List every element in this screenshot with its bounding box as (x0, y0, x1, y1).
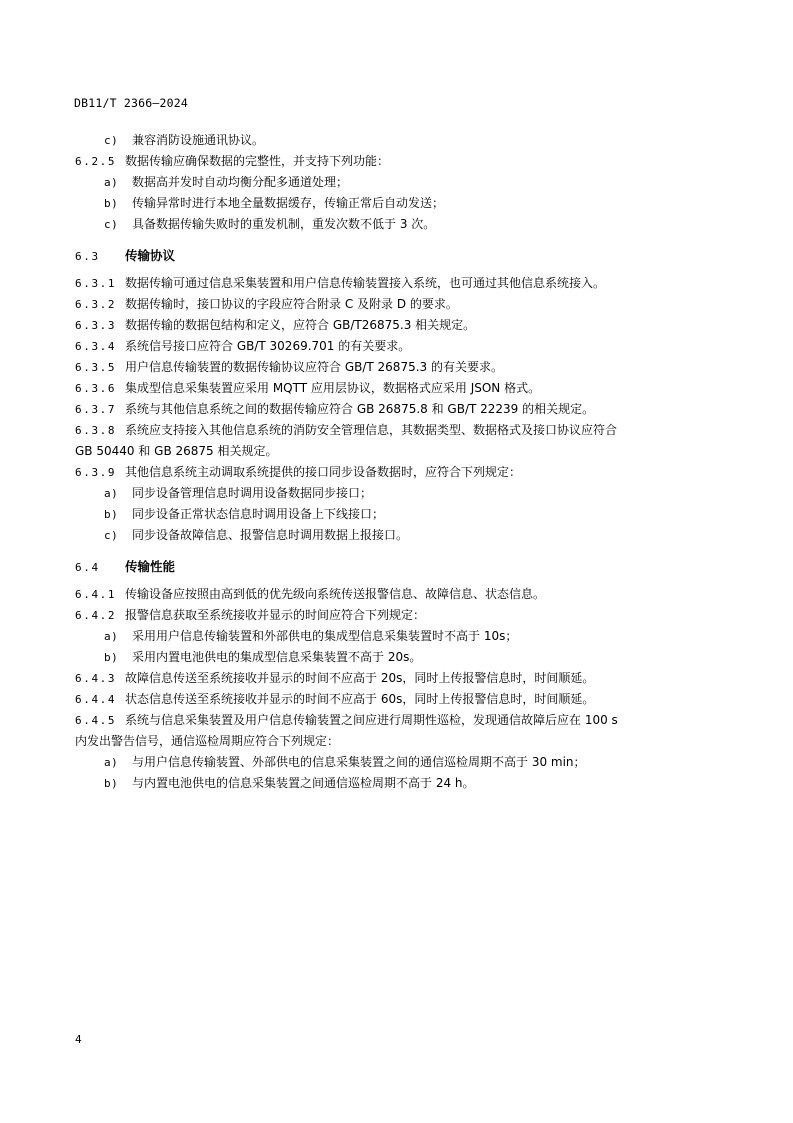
clause-item (75, 273, 727, 294)
clause-text: 报警信息获取至系统接收并显示的时间应符合下列规定： (125, 608, 426, 622)
clause-number: 6.4.4 (75, 693, 117, 706)
clause-text: 系统信号接口应符合 GB/T 30269.701 的有关要求。 (125, 339, 411, 353)
clause-text: 集成型信息采集装置应采用 MQTT 应用层协议，数据格式应采用 JSON 格式。 (125, 381, 541, 395)
clause-item (75, 336, 727, 357)
clause-number: c) (104, 218, 119, 231)
clause-item (75, 399, 727, 420)
clause-number: 6.4.1 (75, 588, 117, 601)
clause-number: 6.3.9 (75, 466, 117, 479)
clause-text: 故障信息传送至系统接收并显示的时间不应高于 20s，同时上传报警信息时，时间顺延。 (125, 671, 595, 685)
list-item (75, 172, 727, 193)
list-item (75, 214, 727, 235)
clause-continuation (75, 731, 727, 752)
clause-text: 数据传输的数据包结构和定义，应符合 GB/T26875.3 相关规定。 (125, 318, 476, 332)
clause-item (75, 605, 727, 626)
clause-item (75, 378, 727, 399)
clause-number: 6.4.2 (75, 609, 117, 622)
clause-number: c) (104, 134, 119, 147)
document-header: DB11/T 2366—2024 (74, 96, 188, 110)
clause-number: 6.3.7 (75, 403, 117, 416)
clause-number: 6.3.1 (75, 277, 117, 290)
list-item (75, 626, 727, 647)
list-item (75, 504, 727, 525)
clause-text: 与用户信息传输装置、外部供电的信息采集装置之间的通信巡检周期不高于 30 min； (132, 755, 586, 769)
clause-text: 传输设备应按照由高到低的优先级向系统传送报警信息、故障信息、状态信息。 (125, 587, 546, 601)
clause-text: 与内置电池供电的信息采集装置之间通信巡检周期不高于 24 h。 (132, 776, 475, 790)
clause-text: 系统与其他信息系统之间的数据传输应符合 GB 26875.8 和 GB/T 22239 的相关规定。 (125, 402, 595, 416)
clause-continuation (75, 441, 727, 462)
clause-text: 传输异常时进行本地全量数据缓存，传输正常后自动发送； (132, 196, 445, 210)
list-item (75, 130, 727, 151)
clause-text: 采用内置电池供电的集成型信息采集装置不高于 20s。 (132, 650, 422, 664)
clause-item (75, 151, 727, 172)
clause-text: 同步设备正常状态信息时调用设备上下线接口； (132, 507, 385, 521)
clause-item (75, 689, 727, 710)
list-item (75, 193, 727, 214)
list-item (75, 752, 727, 773)
clause-number: 6.2.5 (75, 155, 117, 168)
document-body (75, 130, 727, 794)
clause-text: 采用用户信息传输装置和外部供电的集成型信息采集装置时不高于 10s； (132, 629, 518, 643)
clause-number: b) (104, 651, 119, 664)
clause-text: 传输协议 (125, 248, 176, 263)
clause-number: a) (104, 630, 119, 643)
clause-text: 系统与信息采集装置及用户信息传输装置之间应进行周期性巡检，发现通信故障后应在 100 s (125, 713, 618, 727)
section-heading (75, 556, 727, 578)
list-item (75, 483, 727, 504)
clause-number: a) (104, 756, 119, 769)
clause-text: 同步设备管理信息时调用设备数据同步接口； (132, 486, 373, 500)
clause-number: b) (104, 777, 119, 790)
clause-number: 6.3.2 (75, 298, 117, 311)
list-item (75, 525, 727, 546)
clause-text: 传输性能 (125, 559, 176, 574)
clause-number: 6.3 (75, 250, 100, 263)
clause-item (75, 710, 727, 731)
list-item (75, 647, 727, 668)
clause-text: 兼容消防设施通讯协议。 (132, 133, 265, 147)
section-heading (75, 245, 727, 267)
clause-number: 6.3.3 (75, 319, 117, 332)
clause-text: 数据传输时，接口协议的字段应符合附录 C 及附录 D 的要求。 (125, 297, 458, 311)
clause-text: 其他信息系统主动调取系统提供的接口同步设备数据时，应符合下列规定： (125, 465, 522, 479)
clause-item (75, 315, 727, 336)
clause-number: a) (104, 176, 119, 189)
clause-number: b) (104, 508, 119, 521)
clause-item (75, 420, 727, 441)
page-number: 4 (75, 1033, 82, 1046)
clause-item (75, 462, 727, 483)
clause-text: 具备数据传输失败时的重发机制，重发次数不低于 3 次。 (132, 217, 436, 231)
clause-item (75, 584, 727, 605)
clause-number: 6.3.5 (75, 361, 117, 374)
clause-item (75, 668, 727, 689)
clause-number: 6.3.8 (75, 424, 117, 437)
clause-number: 6.4 (75, 561, 100, 574)
clause-text: 数据传输可通过信息采集装置和用户信息传输装置接入系统，也可通过其他信息系统接入。 (125, 276, 606, 290)
clause-item (75, 357, 727, 378)
clause-text: GB 50440 和 GB 26875 相关规定。 (75, 444, 278, 458)
list-item (75, 773, 727, 794)
clause-item (75, 294, 727, 315)
clause-number: 6.3.4 (75, 340, 117, 353)
clause-number: 6.4.3 (75, 672, 117, 685)
clause-text: 同步设备故障信息、报警信息时调用数据上报接口。 (132, 528, 409, 542)
clause-number: b) (104, 197, 119, 210)
clause-number: 6.3.6 (75, 382, 117, 395)
clause-text: 内发出警告信号，通信巡检周期应符合下列规定： (75, 734, 340, 748)
clause-number: a) (104, 487, 119, 500)
clause-text: 状态信息传送至系统接收并显示的时间不应高于 60s，同时上传报警信息时，时间顺延。 (125, 692, 595, 706)
clause-text: 数据高并发时自动均衡分配多通道处理； (132, 175, 349, 189)
clause-text: 系统应支持接入其他信息系统的消防安全管理信息，其数据类型、数据格式及接口协议应符合 (125, 423, 618, 437)
clause-number: 6.4.5 (75, 714, 117, 727)
clause-text: 用户信息传输装置的数据传输协议应符合 GB/T 26875.3 的有关要求。 (125, 360, 503, 374)
clause-text: 数据传输应确保数据的完整性，并支持下列功能： (125, 154, 390, 168)
clause-number: c) (104, 529, 119, 542)
